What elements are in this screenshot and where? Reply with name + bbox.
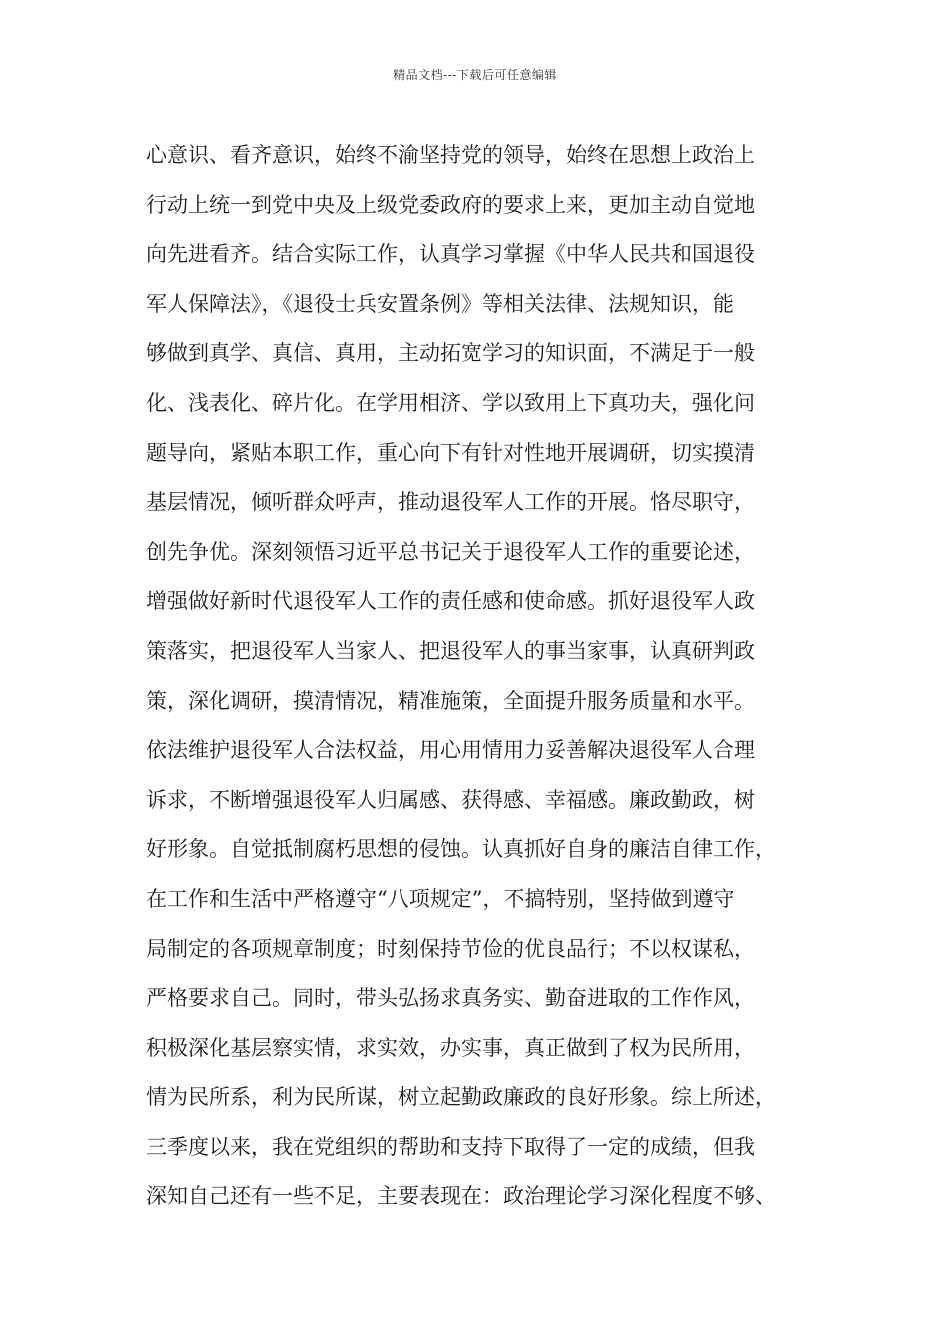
body-line: 行动上统一到党中央及上级党委政府的要求上来，更加主动自觉地 [146, 192, 755, 217]
body-line: 题导向，紧贴本职工作，重心向下有针对性地开展调研，切实摸清 [146, 440, 755, 465]
body-line: 够做到真学、真信、真用，主动拓宽学习的知识面，不满足于一般 [146, 341, 755, 366]
body-line: 军人保障法》，《退役士兵安置条例》等相关法律、法规知识，能 [146, 291, 734, 316]
body-line: 好形象。自觉抵制腐朽思想的侵蚀。认真抓好自身的廉洁自律工作， [146, 837, 776, 862]
body-line: 增强做好新时代退役军人工作的责任感和使命感。抓好退役军人政 [146, 589, 755, 614]
body-line: 化、浅表化、碎片化。在学用相济、学以致用上下真功夫，强化问 [146, 390, 755, 415]
body-line: 诉求，不断增强退役军人归属感、获得感、幸福感。廉政勤政，树 [146, 787, 755, 812]
body-line: 情为民所系，利为民所谋，树立起勤政廉政的良好形象。综上所述， [146, 1085, 776, 1110]
body-line: 三季度以来，我在党组织的帮助和支持下取得了一定的成绩，但我 [146, 1134, 755, 1159]
body-text [146, 131, 826, 1222]
body-line: 严格要求自己。同时，带头弘扬求真务实、勤奋进取的工作作风， [146, 986, 755, 1011]
body-line: 心意识、看齐意识，始终不渝坚持党的领导，始终在思想上政治上 [146, 143, 755, 167]
body-line: 依法维护退役军人合法权益，用心用情用力妥善解决退役军人合理 [146, 738, 755, 763]
body-line: 深知自己还有一些不足，主要表现在：政治理论学习深化程度不够、 [146, 1184, 776, 1209]
page-header: 精品文档---下载后可任意编辑 [393, 68, 557, 82]
body-line: 策落实，把退役军人当家人、把退役军人的事当家事，认真研判政 [146, 638, 755, 663]
body-line: 向先进看齐。结合实际工作，认真学习掌握《中华人民共和国退役 [146, 242, 755, 267]
body-line: 局制定的各项规章制度；时刻保持节俭的优良品行；不以权谋私， [146, 936, 755, 961]
body-line: 基层情况，倾听群众呼声，推动退役军人工作的开展。恪尽职守， [146, 490, 755, 515]
body-line: 创先争优。深刻领悟习近平总书记关于退役军人工作的重要论述， [146, 539, 755, 564]
body-line: 在工作和生活中严格遵守“八项规定”，不搞特别，坚持做到遵守 [146, 886, 735, 911]
body-line: 积极深化基层察实情，求实效，办实事，真正做到了权为民所用， [146, 1035, 755, 1060]
body-line: 策，深化调研，摸清情况，精准施策，全面提升服务质量和水平。 [146, 688, 755, 713]
